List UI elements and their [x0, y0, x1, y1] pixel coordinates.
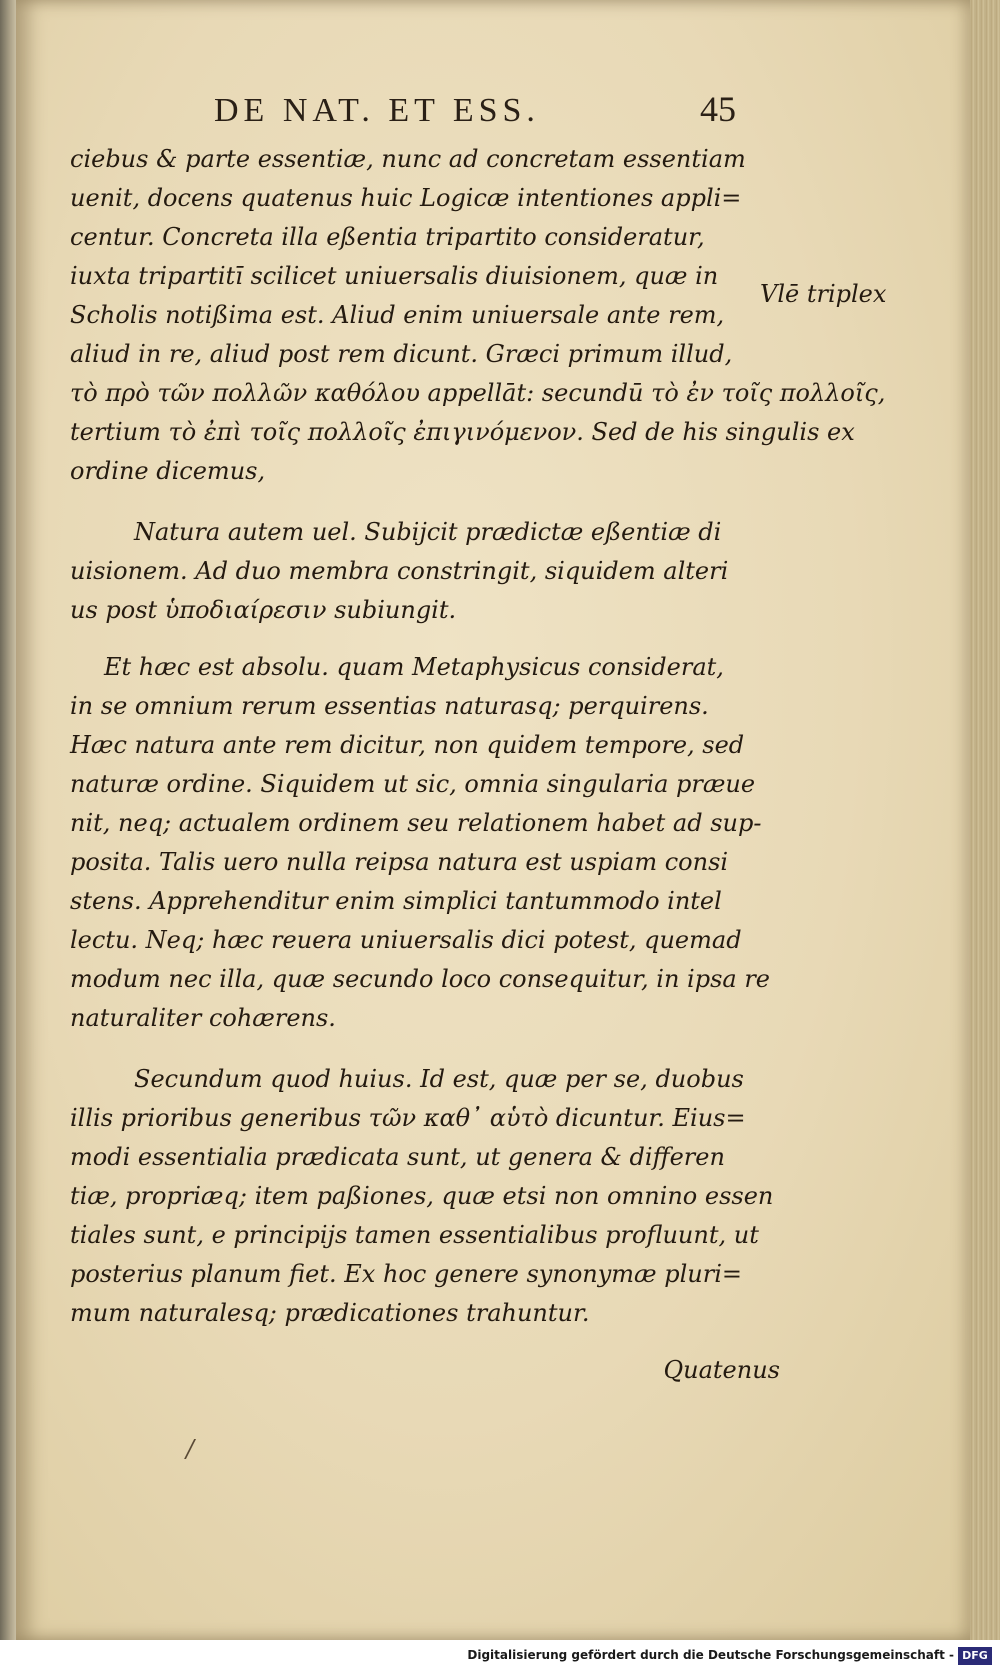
catchword: Quatenus — [663, 1356, 780, 1384]
text-line: Hæc natura ante rem dicitur, non quidem tempore, sed — [70, 731, 745, 759]
text-line: tiales sunt, e principijs tamen essentialibus profluunt, ut — [70, 1221, 759, 1249]
text-line: tiæ, propriæq; item paßiones, quæ etsi non omnino essen — [70, 1182, 774, 1210]
text-line: modum nec illa, quæ secundo loco consequitur, in ipsa re — [70, 965, 770, 993]
text-line: lectu. Neq; hæc reuera uniuersalis dici potest, quemad — [70, 926, 742, 954]
text-line-greek: tertium τὸ ἐπὶ τοῖς πολλοῖς ἐπιγινόμενον. Sed de his singulis ex — [70, 418, 855, 446]
text-line: uenit, docens quatenus huic Logicæ intentiones appli= — [70, 184, 742, 212]
text-line: stens. Apprehenditur enim simplici tantummodo intel — [70, 887, 722, 915]
book-gutter-edge — [0, 0, 16, 1640]
text-line: posterius planum fiet. Ex hoc genere synonymæ pluri= — [70, 1260, 742, 1288]
text-line: us post ὑποδιαίρεσιν subiungit. — [70, 596, 457, 624]
text-line-greek: τὸ πρὸ τῶν πολλῶν καθόλου appellāt: secundū τὸ ἐν τοῖς πολλοῖς, — [70, 379, 886, 407]
lemma-paragraph-start: Natura autem uel. Subijcit prædictæ eßentiæ di — [134, 518, 722, 546]
text-line: nit, neq; actualem ordinem seu relationem habet ad sup- — [70, 809, 762, 837]
text-line: Scholis notißima est. Aliud enim uniuersale ante rem, — [70, 301, 725, 329]
text-line: ciebus & parte essentiæ, nunc ad concretam essentiam — [70, 145, 746, 173]
text-line: naturæ ordine. Siquidem ut sic, omnia singularia præue — [70, 770, 756, 798]
text-line: centur. Concreta illa eßentia tripartito consideratur, — [70, 223, 705, 251]
lemma-paragraph-start: Secundum quod huius. Id est, quæ per se, duobus — [134, 1065, 744, 1093]
text-line: modi essentialia prædicata sunt, ut genera & differen — [70, 1143, 725, 1171]
text-line: posita. Talis uero nulla reipsa natura est uspiam consi — [70, 848, 729, 876]
lemma-paragraph-start: Et hæc est absolu. quam Metaphysicus considerat, — [104, 653, 724, 681]
text-line: iuxta tripartitī scilicet uniuersalis diuisionem, quæ in — [70, 262, 719, 290]
text-line: aliud in re, aliud post rem dicunt. Græci primum illud, — [70, 340, 733, 368]
text-line: ordine dicemus, — [70, 457, 266, 485]
text-line: naturaliter cohærens. — [70, 1004, 336, 1032]
text-line: mum naturalesq; prædicationes trahuntur. — [70, 1299, 590, 1327]
running-head: DE NAT. ET ESS. — [214, 92, 540, 129]
page-number: 45 — [700, 89, 736, 129]
page-stack-edge — [970, 0, 1000, 1640]
text-line: in se omnium rerum essentias naturasq; perquirens. — [70, 692, 709, 720]
dfg-logo-icon: DFG — [958, 1647, 992, 1665]
text-line: illis prioribus generibus τῶν καθ᾽ αὑτὸ dicuntur. Eius= — [70, 1104, 746, 1132]
text-line: uisionem. Ad duo membra constringit, siquidem alteri — [70, 557, 729, 585]
funding-credit: Digitalisierung gefördert durch die Deutsche Forschungsgemeinschaft - — [467, 1648, 954, 1662]
margin-note: Vlē triplex — [760, 280, 887, 308]
stray-ink-mark: / — [186, 1435, 195, 1463]
